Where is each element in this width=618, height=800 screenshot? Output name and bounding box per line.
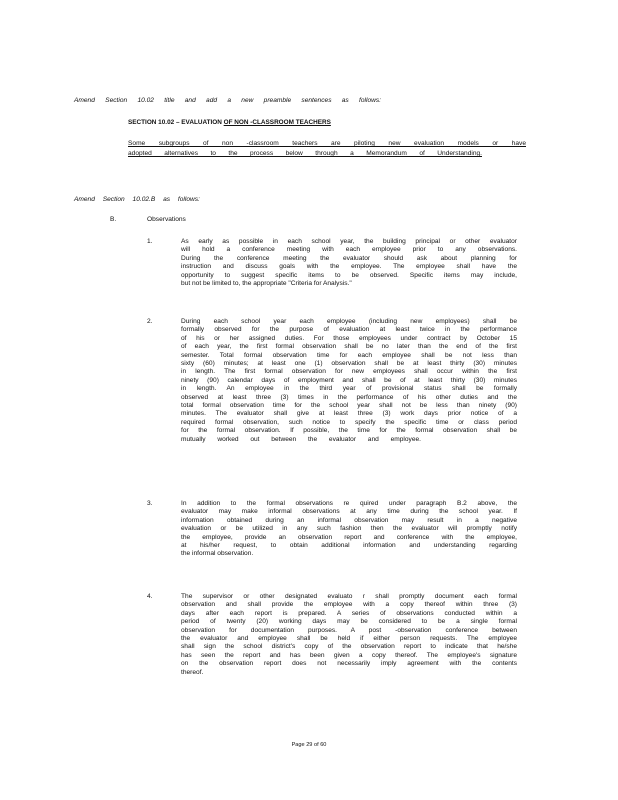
item-line: in length. An employee in the third year of provisional status shall be formally — [181, 385, 517, 393]
item-line: days after each report is prepared. A series of observations conducted within a — [181, 609, 517, 617]
item-line: but not be limited to, the appropriate "Criteria for Analysis." — [181, 280, 352, 288]
item-line: opportunity to suggest specific items to be observed. Specific items may include, — [181, 271, 517, 279]
item-line: information obtained during an informal observation may result in a negative — [181, 516, 517, 524]
item-line: observed at least three (3) times in the performance of his other duties and the — [181, 393, 517, 401]
item-line: evaluator may make informal observations at any time during the school year. If — [181, 508, 517, 516]
subsection-title: Observations — [147, 216, 186, 223]
amend-instruction-2: Amend Section 10.02.B as follows: — [74, 196, 200, 203]
item-line: required formal observation, such notice to specify the specific time or class period — [181, 418, 517, 426]
item-line: During each school year each employee (including new employees) shall be — [181, 318, 517, 325]
item-line: mutually worked out between the evaluator and employee. — [181, 435, 421, 443]
item-number: 1. — [147, 238, 153, 245]
item-line: period of twenty (20) working days may be considered to be a single formal — [181, 618, 517, 626]
item-line: for the formal observation. If possible, the time for the formal observation shall be — [181, 427, 517, 435]
item-number: 2. — [147, 318, 153, 325]
item-line: During the conference meeting the evaluator should ask about planning for — [181, 254, 517, 262]
item-body — [181, 500, 517, 559]
item-line: ninety (90) calendar days of employment and shall be of at least thirty (30) minutes — [181, 376, 517, 384]
item-line: As early as possible in each school year, the building principal or other evaluator — [181, 238, 517, 245]
item-line: shall sign the school district's copy of the observation report to indicate that he/she — [181, 643, 517, 651]
item-line: sixty (60) minutes; at least one (1) observation shall be at least thirty (30) minutes — [181, 360, 517, 368]
page-footer: Page 29 of 60 — [291, 742, 327, 748]
item-number: 3. — [147, 500, 153, 507]
item-line: observation for documentation purposes. A post -observation conference between — [181, 626, 517, 634]
item-line: the informal observation. — [181, 550, 254, 558]
item-line: The supervisor or other designated evaluato r shall promptly document each formal — [181, 593, 517, 600]
amend-instruction-1: Amend Section 10.02 title and add a new preamble sentences as follows: — [74, 97, 381, 104]
item-line: semester. Total formal observation time for each employee shall be not less than — [181, 351, 517, 359]
item-line: formally observed for the purpose of evaluation at least twice in the performance — [181, 326, 517, 334]
item-line: evaluation or be utilized in any such fashion then the evaluator will promptly notify — [181, 525, 517, 533]
item-line: of each year, the first formal observation shall be no later than the end of the first — [181, 343, 517, 351]
section-heading-underlined: OF NON -CLASSROOM TEACHERS — [223, 119, 331, 126]
item-line: minutes. The evaluator shall give at least three (3) work days prior notice of a — [181, 410, 517, 418]
subsection-letter: B. — [110, 216, 117, 223]
item-line: will hold a conference meeting with each employee prior to any observations. — [181, 246, 517, 254]
item-body — [181, 593, 517, 677]
item-line: the evaluator and employee shall be held if either person requests. The employee — [181, 635, 517, 643]
item-line: has seen the report and has been given a copy thereof. The employee's signature — [181, 651, 517, 659]
item-line: thereof. — [181, 668, 204, 676]
preamble-line-1: Some subgroups of non -classroom teachers are piloting new evaluation models or have — [128, 140, 526, 147]
item-body — [181, 318, 517, 444]
item-line: on the observation report does not necessarily imply agreement with the contents — [181, 660, 517, 668]
item-body — [181, 238, 517, 288]
item-line: at his/her request, to obtain additional information and understanding regarding — [181, 542, 517, 550]
item-line: In addition to the formal observations re quired under paragraph B.2 above, the — [181, 500, 517, 507]
preamble-line-2: adopted alternatives to the process below through a Memorandum of Understanding. — [128, 150, 482, 157]
item-number: 4. — [147, 593, 153, 600]
section-heading — [128, 119, 448, 127]
item-line: of his or her assigned duties. For those employees under contract by October 15 — [181, 334, 517, 342]
section-heading-plain: SECTION 10.02 – EVALUATION — [128, 119, 224, 126]
item-line: observation and shall provide the employee with a copy thereof within three (3) — [181, 601, 517, 609]
item-line: total formal observation time for the school year shall not be less than ninety (90) — [181, 402, 517, 410]
item-line: the employee, provide an observation report and conference with the employee, — [181, 533, 517, 541]
item-line: in length. The first formal observation for new employees shall occur within the first — [181, 368, 517, 376]
item-line: instruction and discuss goals with the employee. The employee shall have the — [181, 263, 517, 271]
